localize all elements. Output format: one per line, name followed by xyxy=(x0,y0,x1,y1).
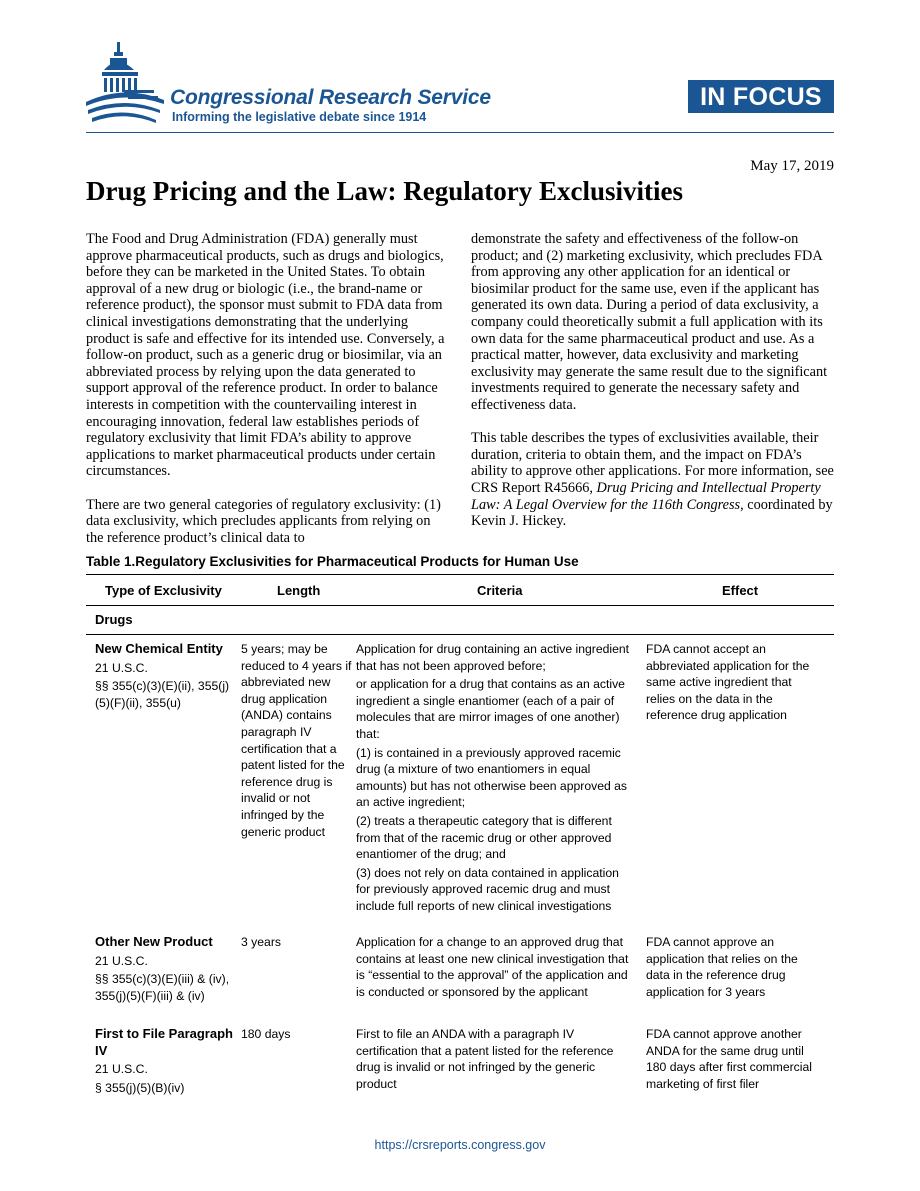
criteria-text: First to file an ANDA with a paragraph IV certification that a patent listed for the reference drug is invalid or not infringed by the generic product xyxy=(356,1027,614,1091)
left-text-column xyxy=(86,231,450,563)
length-cell: 3 years xyxy=(241,935,281,949)
exclusivities-table xyxy=(86,575,834,1096)
statute-citation: 21 U.S.C. xyxy=(95,660,148,675)
table-caption: Table 1.Regulatory Exclusivities for Pharmaceutical Products for Human Use xyxy=(86,554,579,569)
paragraph: demonstrate the safety and effectiveness of the follow-on product; and (2) marketing exclusivity, which precludes FDA from approving any other application for an identical or biosimilar product for the same use, even if the applicant has generated its own data. During a period of data exclusivity, a company could theoretically submit a full application with its own data for the same pharmaceutical product and use. As a practical matter, however, data exclusivity and marketing exclusivity may generate the same result due to the significant investments required to generate the necessary safety and effectiveness data. xyxy=(471,231,828,413)
column-header: Criteria xyxy=(477,583,523,598)
length-cell: 180 days xyxy=(241,1027,291,1041)
column-header: Length xyxy=(277,583,321,598)
statute-citation: §§ 355(c)(3)(E)(ii), 355(j)(5)(F)(ii), 355(u) xyxy=(95,679,230,710)
exclusivity-name: Other New Product xyxy=(95,934,213,949)
table-header-row xyxy=(86,575,834,606)
table-section-label: Drugs xyxy=(86,606,834,635)
effect-cell: FDA cannot accept an abbreviated application for the same active ingredient that relies on the data in the reference drug application xyxy=(646,642,810,723)
statute-citation: 21 U.S.C. xyxy=(95,1062,148,1077)
length-cell: 5 years; may be reduced to 4 years if abbreviated new drug application (ANDA) contains paragraph IV certification that a patent listed for the reference drug is invalid or not infringed by the generic product xyxy=(241,642,352,839)
effect-cell: FDA cannot approve another ANDA for the same drug until 180 days after first commercial marketing of first filer xyxy=(646,1027,812,1091)
criteria-cell xyxy=(356,1026,646,1096)
exclusivity-name: First to File Paragraph IV xyxy=(95,1026,233,1058)
report-header xyxy=(0,0,920,140)
table-row xyxy=(86,1016,834,1096)
criteria-text: or application for a drug that contains as an active ingredient a single enantiomer (each of a pair of molecules that are mirror images of one another) that: xyxy=(356,677,625,741)
criteria-cell xyxy=(356,641,646,924)
statute-citation: 21 U.S.C. xyxy=(95,953,148,968)
org-tagline: Informing the legislative debate since 1914 xyxy=(172,110,427,124)
column-header: Type of Exclusivity xyxy=(105,583,222,598)
in-focus-badge: IN FOCUS xyxy=(688,80,834,113)
table-row xyxy=(86,635,834,924)
header-divider xyxy=(86,132,834,133)
statute-citation: § 355(j)(5)(B)(iv) xyxy=(95,1080,185,1095)
statute-citation: §§ 355(c)(3)(E)(iii) & (iv), 355(j)(5)(F)(iii) & (iv) xyxy=(95,972,230,1003)
exclusivity-type-cell xyxy=(86,641,241,924)
exclusivity-name: New Chemical Entity xyxy=(95,641,223,656)
criteria-text: (2) treats a therapeutic category that is different from that of the racemic drug or other approved enantiomer of the drug; and xyxy=(356,813,612,862)
org-name: Congressional Research Service xyxy=(170,86,491,109)
criteria-text: Application for drug containing an active ingredient that has not been approved before; xyxy=(356,642,630,673)
report-title-link: Drug Pricing and Intellectual Property Law: A Legal Overview for the 116th Congress xyxy=(471,479,821,513)
right-text-column xyxy=(471,231,835,546)
effect-cell: FDA cannot approve an application that relies on the data in the reference drug application for 3 years xyxy=(646,935,798,999)
table-row xyxy=(86,924,834,1016)
paragraph: The Food and Drug Administration (FDA) generally must approve pharmaceutical products, such as drugs and biologics, before they can be marketed in the United States. To obtain approval of a new drug or biologic (i.e., the brand-name or reference product), the sponsor must submit to FDA data from clinical investigations demonstrating that the underlying product is safe and effective for its intended use. Conversely, a follow-on product, such as a generic drug or biosimilar, via an abbreviated process by relying upon the data generated to support approval of the reference product. In order to balance interests in competition with the countervailing interest in encouraging innovation, federal law establishes periods of regulatory exclusivity that limit FDA’s ability to approve applications to market pharmaceutical products under certain circumstances. xyxy=(86,231,445,480)
column-header: Effect xyxy=(722,583,759,598)
exclusivity-type-cell xyxy=(86,1026,241,1096)
criteria-text: Application for a change to an approved drug that contains at least one new clinical investigation that is “essential to the approval” of the application and is conducted or sponsored by the applicant xyxy=(356,935,629,999)
paragraph: There are two general categories of regulatory exclusivity: (1) data exclusivity, which precludes applicants from relying on the reference product’s clinical data to xyxy=(86,496,441,546)
capitol-dome-icon xyxy=(84,40,166,128)
report-date: May 17, 2019 xyxy=(750,158,834,174)
exclusivity-type-cell xyxy=(86,934,241,1016)
paragraph: This table describes the types of exclusivities available, their duration, criteria to obtain them, and the impact on FDA’s ability to approve other applications. For more information, see CRS Report R45666, Drug Pricing and Intellectual Property Law: A Legal Overview for the 116th Congress, coordinated by Kevin J. Hickey. xyxy=(471,430,834,530)
criteria-text: (3) does not rely on data contained in application for previously approved racemic drug and must include full reports of new clinical investigations xyxy=(356,865,619,913)
footer-url-link[interactable]: https://crsreports.congress.gov xyxy=(374,1138,546,1152)
criteria-text: (1) is contained in a previously approved racemic drug (a mixture of two enantiomers in equal amounts) but has not otherwise been approved as an active ingredient; xyxy=(356,745,628,810)
page-title: Drug Pricing and the Law: Regulatory Exclusivities xyxy=(86,176,683,206)
criteria-cell xyxy=(356,934,646,1016)
